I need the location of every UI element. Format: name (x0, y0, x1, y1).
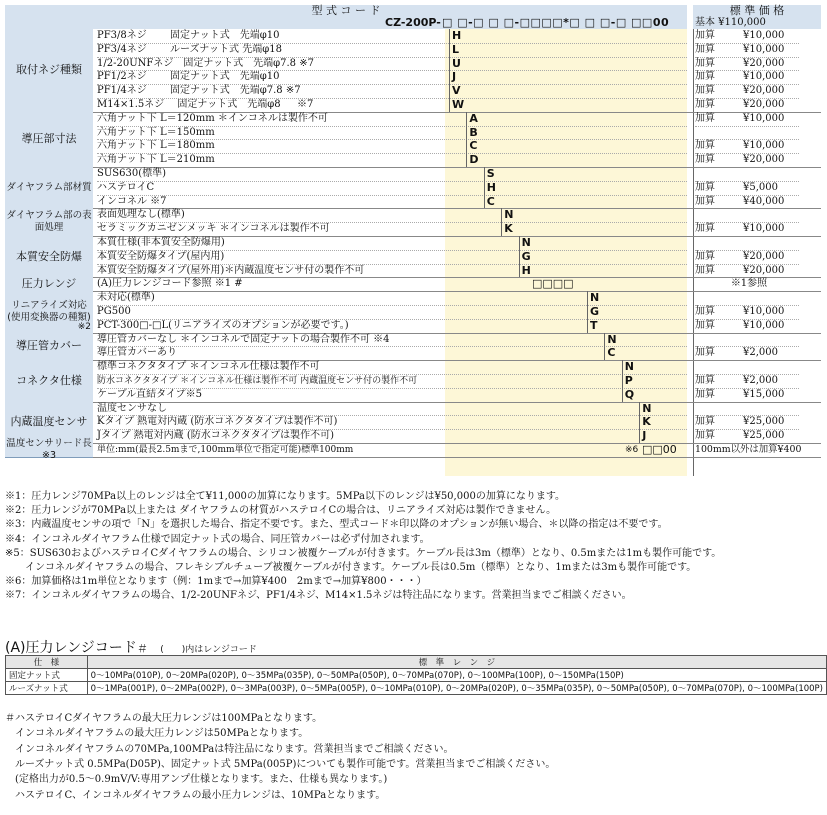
range-col-range: 標 準 レ ン ジ (87, 656, 826, 669)
price-kind: 加算 (695, 57, 715, 69)
footnote: ※3：内蔵温度センサの項で「N」を選択した場合、指定不要です。また、型式コード＊印以降のオプションが無い場合、＊以降の指定は不要です。 (5, 519, 668, 531)
option-price (693, 277, 803, 291)
option-price (693, 43, 803, 57)
row-divider (97, 222, 687, 223)
option-label: 1/2-20UNFネジ 固定ナット式 先端φ7.8 ※7 (97, 57, 314, 69)
price-row-divider (695, 139, 799, 140)
price-value: ¥5,000 (743, 181, 778, 193)
range-col-spec: 仕 様 (6, 656, 88, 669)
option-code: K (504, 222, 513, 236)
code-step-line (484, 167, 485, 208)
price-value: ¥15,000 (743, 388, 785, 400)
range-code-table (5, 655, 827, 695)
row-divider (97, 305, 687, 306)
price-row-divider (695, 126, 799, 127)
price-row-divider (695, 250, 799, 251)
section-title-text: 内蔵温度センサ (10, 415, 88, 429)
option-code: N (624, 360, 635, 374)
option-code: H (521, 263, 531, 277)
price-value: ¥20,000 (743, 264, 785, 276)
option-code: W (452, 98, 465, 111)
section-title-text: 導圧部寸法 (21, 132, 77, 146)
option-code: S (486, 167, 495, 180)
model-code: CZ-200P- (385, 16, 441, 29)
option-code: N (504, 208, 514, 222)
section-title-text: 導圧管カバー (16, 339, 82, 353)
footnote: ※4：インコネルダイヤフラム仕様で固定ナット式の場合、同圧管カバーは必ず付加されます。 (5, 533, 430, 545)
footnote: ※7：インコネルダイヤフラムの場合、1/2-20UNFネジ、PF1/4ネジ、M14×1.5ネジは特注品になります。営業担当までご相談ください。 (5, 590, 632, 602)
section-title (5, 29, 93, 113)
option-label: 導圧管カバーあり (97, 347, 177, 359)
row-divider (97, 84, 687, 85)
code-step-line (622, 360, 623, 401)
option-label: 本質仕様(非本質安全防爆用) (97, 237, 225, 248)
price-row-divider (695, 374, 799, 375)
option-price (693, 360, 803, 374)
row-divider (97, 319, 687, 320)
price-value: ¥25,000 (743, 416, 785, 428)
option-code: G (521, 249, 531, 263)
footnote: ※2：圧力レンジが70MPa以上または ダイヤフラムの材質がハステロイCの場合は、リニアライズ対応は製作できません。 (5, 505, 557, 517)
section-title (5, 291, 93, 333)
option-price (693, 236, 803, 250)
section-title-text: ダイヤフラム部の表面処理 (6, 210, 92, 234)
section-title (5, 236, 93, 278)
option-label: 本質安全防爆タイプ(屋内用) (97, 250, 225, 262)
option-label: 標準コネクタタイプ ＊インコネル仕様は製作不可 (97, 361, 320, 373)
option-code: N (521, 236, 531, 249)
row-divider (97, 57, 687, 58)
option-code: J (452, 70, 457, 84)
price-value: ¥20,000 (743, 57, 785, 69)
option-price (693, 291, 803, 305)
range-note: (定格出力が0.5～0.9mV/V:専用アンプ仕様となります。また、仕様も異なります。) (5, 774, 388, 786)
option-code: C (469, 139, 478, 153)
option-label: ハステロイC (97, 181, 155, 193)
section-title (5, 277, 93, 292)
range-title-text: (A)圧力レンジコード (5, 640, 137, 656)
row-divider (97, 139, 687, 140)
option-label: PF1/2ネジ 固定ナット式 先端φ10 (97, 71, 280, 83)
code-step-line (639, 402, 640, 443)
price-value: ¥10,000 (743, 43, 785, 55)
option-price (693, 112, 803, 126)
section-title-text: リニアライズ対応(使用変換器の種類) (7, 299, 91, 323)
price-kind: 加算 (695, 154, 715, 166)
section-title-text: 取付ネジ種類 (16, 63, 82, 77)
option-price (693, 346, 803, 360)
option-code: J (642, 429, 647, 443)
price-kind: 加算 (695, 85, 715, 97)
row-divider (97, 415, 687, 416)
option-code: □□□□ (532, 277, 574, 291)
price-kind: 加算 (695, 430, 715, 442)
price-kind: 加算 (695, 375, 715, 386)
option-label: PF1/4ネジ 固定ナット式 先端φ7.8 ※7 (97, 85, 301, 97)
option-code: B (469, 125, 478, 139)
price-row-divider (695, 84, 799, 85)
price-kind: 加算 (695, 30, 715, 41)
section-title (5, 112, 93, 168)
range-row-spec: ルーズナット式 (6, 682, 88, 695)
range-subtitle: ( )内はレンジコード (160, 645, 257, 655)
option-code: U (452, 56, 461, 70)
price-value: ¥10,000 (743, 112, 785, 124)
section-title-text: コネクタ仕様 (16, 373, 82, 387)
option-label: 六角ナット下 L＝120mm ＊インコネルは製作不可 (97, 112, 328, 124)
option-label: PF3/8ネジ 固定ナット式 先端φ10 (97, 30, 280, 41)
option-label: 防水コネクタタイプ ＊インコネル仕様は製作不可 内蔵温度センサ付の製作不可 (97, 376, 418, 386)
option-label: 六角ナット下 L＝210mm (97, 154, 215, 166)
option-price (693, 415, 803, 429)
row-divider (97, 126, 687, 127)
price-row-divider (695, 222, 799, 223)
option-price (693, 388, 803, 402)
price-row-divider (695, 264, 799, 265)
base-price: 基本 ¥110,000 (695, 17, 766, 28)
price-value: ¥20,000 (743, 85, 785, 97)
row-divider (97, 153, 687, 154)
price-value: ¥20,000 (743, 250, 785, 262)
option-price (693, 222, 803, 236)
range-row-values: 0～10MPa(010P), 0～20MPa(020P), 0～35MPa(035P), 0～50MPa(050P), 0～70MPa(070P), 0～100MPa(100P), 0～150MPa(150P) (87, 669, 826, 682)
section-title (5, 333, 93, 362)
option-code-note: ※6 (625, 445, 639, 455)
option-price (693, 181, 803, 195)
section-title (5, 360, 93, 402)
option-price (693, 264, 803, 278)
option-label: PCT-300□-□L(リニアライズのオプションが必要です。) (97, 319, 349, 331)
price-kind: 加算 (695, 195, 715, 207)
code-step-line (604, 333, 605, 361)
row-divider (97, 429, 687, 430)
range-note: インコネルダイヤフラムの最大圧力レンジは50MPaとなります。 (5, 728, 309, 740)
price-row-divider (695, 181, 799, 182)
price-row-divider (695, 153, 799, 154)
row-divider (97, 195, 687, 196)
section-title-text: ダイヤフラム部材質 (6, 181, 92, 193)
option-label: セラミックカニゼンメッキ ＊インコネルは製作不可 (97, 223, 330, 235)
price-kind: 加算 (695, 181, 715, 193)
option-price (693, 443, 803, 457)
range-note: ＃ハステロイCダイヤフラムの最大圧力レンジは100MPaとなります。 (5, 713, 323, 724)
option-label: 導圧管カバーなし ＊インコネルで固定ナットの場合製作不可 ※4 (97, 333, 390, 345)
option-price (693, 70, 803, 84)
code-step-line (519, 236, 520, 277)
range-row-spec: 固定ナット式 (6, 669, 88, 682)
option-label: PF3/4ネジ ルーズナット式 先端φ18 (97, 43, 282, 55)
price-value: ¥40,000 (743, 195, 785, 207)
footnote: ※5：SUS630およびハステロイCダイヤフラムの場合、シリコン被覆ケーブルが付きます。ケーブル長は3m（標準）となり、0.5mまたは1mも製作可能です。 (5, 547, 722, 559)
price-row-divider (695, 388, 799, 389)
option-price (693, 139, 803, 153)
price-value: ¥10,000 (743, 319, 785, 331)
model-code-label: 型 式 コ ー ド (311, 4, 381, 17)
option-label: SUS630(標準) (97, 168, 167, 179)
price-value: ¥10,000 (743, 30, 785, 41)
price-row-divider (695, 57, 799, 58)
price-kind: 加算 (695, 43, 715, 55)
price-value: 100mm以外は加算¥400 (695, 444, 802, 455)
option-price (693, 333, 803, 347)
option-code: H (486, 180, 497, 194)
price-row-divider (695, 429, 799, 430)
section-title-text: 圧力レンジ (21, 277, 77, 291)
section-title-note: ※2 (77, 321, 91, 332)
option-code: □□00 (642, 443, 677, 456)
row-divider (97, 43, 687, 44)
price-value: ¥2,000 (743, 375, 778, 386)
option-label: PG500 (97, 306, 131, 317)
model-code-slots: □ □-□ □ □-□□□□*□ □ □-□ □□00 (442, 16, 670, 29)
footnote: ※6：加算価格は1m単位となります（例：1mまで→加算¥400 2mまで→加算¥800・・・） (5, 576, 427, 588)
option-label: Jタイプ 熱電対内蔵 (防水コネクタタイプは製作不可) (97, 430, 334, 442)
price-kind: 加算 (695, 71, 715, 83)
option-label: 六角ナット下 L＝180mm (97, 140, 215, 152)
price-row-divider (695, 70, 799, 71)
option-price (693, 402, 803, 416)
row-divider (97, 346, 687, 347)
option-price (693, 319, 803, 333)
model-code-table (5, 5, 821, 476)
range-title-mark: ＃ (136, 642, 148, 655)
option-label: 未対応(標準) (97, 292, 155, 304)
code-step-line (449, 29, 450, 112)
price-kind: 加算 (695, 319, 715, 331)
option-code: C (607, 346, 616, 360)
option-code: N (607, 332, 617, 346)
option-code: G (590, 305, 600, 318)
option-code: N (590, 291, 600, 305)
option-price (693, 57, 803, 71)
code-step-line (501, 208, 502, 236)
option-label: 単位:mm(最長2.5mまで,100mm単位で指定可能)標準100mm (97, 445, 354, 455)
option-label: ケーブル直結タイプ※5 (97, 388, 202, 400)
footnote: ※1：圧力レンジ70MPa以上のレンジは全て¥11,000の加算になります。5MPa以下のレンジは¥50,000の加算になります。 (5, 491, 566, 502)
option-price (693, 126, 803, 140)
option-code: C (486, 194, 495, 208)
option-price (693, 429, 803, 443)
code-step-line (587, 291, 588, 332)
option-label: Kタイプ 熱電対内蔵 (防水コネクタタイプは製作不可) (97, 416, 338, 428)
option-label: M14×1.5ネジ 固定ナット式 先端φ8 ※7 (97, 99, 314, 110)
range-section-title (5, 637, 257, 657)
option-code: A (469, 111, 478, 125)
option-price (693, 305, 803, 319)
price-value: ¥2,000 (743, 347, 778, 359)
option-code: K (642, 415, 651, 429)
section-title-text: 温度センサリード長※3 (6, 437, 92, 461)
section-divider (93, 457, 821, 458)
price-row-divider (695, 415, 799, 416)
row-divider (97, 264, 687, 265)
price-value: ¥10,000 (743, 306, 785, 317)
option-code: V (452, 84, 461, 98)
row-divider (97, 70, 687, 71)
option-label: インコネル ※7 (97, 195, 167, 207)
price-kind: 加算 (695, 112, 715, 124)
section-title (5, 167, 93, 209)
range-note: ルーズナット式 0.5MPa(D05P)、固定ナット式 5MPa(005P)についても製作可能です。営業担当までご相談ください。 (5, 758, 556, 770)
footnote: インコネルダイヤフラムの場合、フレキシブルチューブ被覆ケーブルが付きます。ケーブル長は0.5m（標準）となり、1mまたは3mも製作可能です。 (5, 562, 697, 573)
price-kind: 加算 (695, 140, 715, 152)
option-price (693, 208, 803, 222)
price-kind: 加算 (695, 388, 715, 400)
option-price (693, 250, 803, 264)
price-value: ¥25,000 (743, 430, 785, 442)
option-label: 本質安全防爆タイプ(屋外用)＊内蔵温度センサ付の製作不可 (97, 264, 365, 276)
price-row-divider (695, 195, 799, 196)
range-row-values: 0～1MPa(001P), 0～2MPa(002P), 0～3MPa(003P), 0～5MPa(005P), 0～10MPa(010P), 0～20MPa(020P), 0～35MPa(035P), 0～50MPa(050P), 0～70MPa(070P), 0～100MPa(100P) (87, 682, 826, 695)
option-code: P (624, 374, 633, 387)
section-title-text: 本質安全防爆 (16, 249, 82, 263)
price-value: ¥20,000 (743, 154, 785, 166)
price-kind: 加算 (695, 99, 715, 110)
price-value: ¥10,000 (743, 140, 785, 152)
range-note: ハステロイC、インコネルダイヤフラムの最小圧力レンジは、10MPaとなります。 (5, 789, 386, 801)
table-row (6, 669, 827, 682)
option-code: H (452, 29, 462, 42)
price-value: ¥20,000 (743, 99, 785, 110)
price-row-divider (695, 346, 799, 347)
option-code: D (469, 153, 479, 167)
row-divider (97, 374, 687, 375)
option-code: T (590, 318, 598, 332)
row-divider (97, 98, 687, 99)
section-title (5, 437, 93, 461)
price-row-divider (695, 319, 799, 320)
option-price (693, 29, 803, 43)
price-kind: 加算 (695, 250, 715, 262)
option-label: 六角ナット下 L＝150mm (97, 126, 215, 138)
row-divider (97, 181, 687, 182)
price-kind: 加算 (695, 416, 715, 428)
option-label: (A)圧力レンジコード参照 ※1 # (97, 278, 243, 290)
price-row-divider (695, 305, 799, 306)
option-price (693, 167, 803, 181)
option-price (693, 374, 803, 388)
option-price (693, 84, 803, 98)
option-label: 表面処理なし(標準) (97, 209, 185, 221)
option-code: L (452, 42, 460, 56)
std-price-label: 標 準 価 格 (729, 4, 785, 17)
price-kind: 加算 (695, 306, 715, 317)
table-row (6, 682, 827, 695)
price-value: ¥10,000 (743, 71, 785, 83)
price-row-divider (695, 98, 799, 99)
code-step-line (466, 112, 467, 167)
price-kind: 加算 (695, 264, 715, 276)
option-code: Q (624, 387, 635, 401)
price-value: ※1参照 (730, 278, 768, 290)
price-kind: 加算 (695, 223, 715, 235)
option-label: 温度センサなし (97, 402, 167, 414)
price-value: ¥10,000 (743, 223, 785, 235)
option-price (693, 195, 803, 209)
option-price (693, 153, 803, 167)
range-table-header (6, 656, 827, 669)
row-divider (97, 250, 687, 251)
row-divider (97, 388, 687, 389)
option-price (693, 98, 803, 112)
option-code: N (642, 401, 652, 415)
section-title (5, 208, 93, 237)
range-note: インコネルダイヤフラムの70MPa,100MPaは特注品になります。営業担当までご相談ください。 (5, 743, 454, 755)
price-kind: 加算 (695, 347, 715, 359)
price-row-divider (695, 43, 799, 44)
